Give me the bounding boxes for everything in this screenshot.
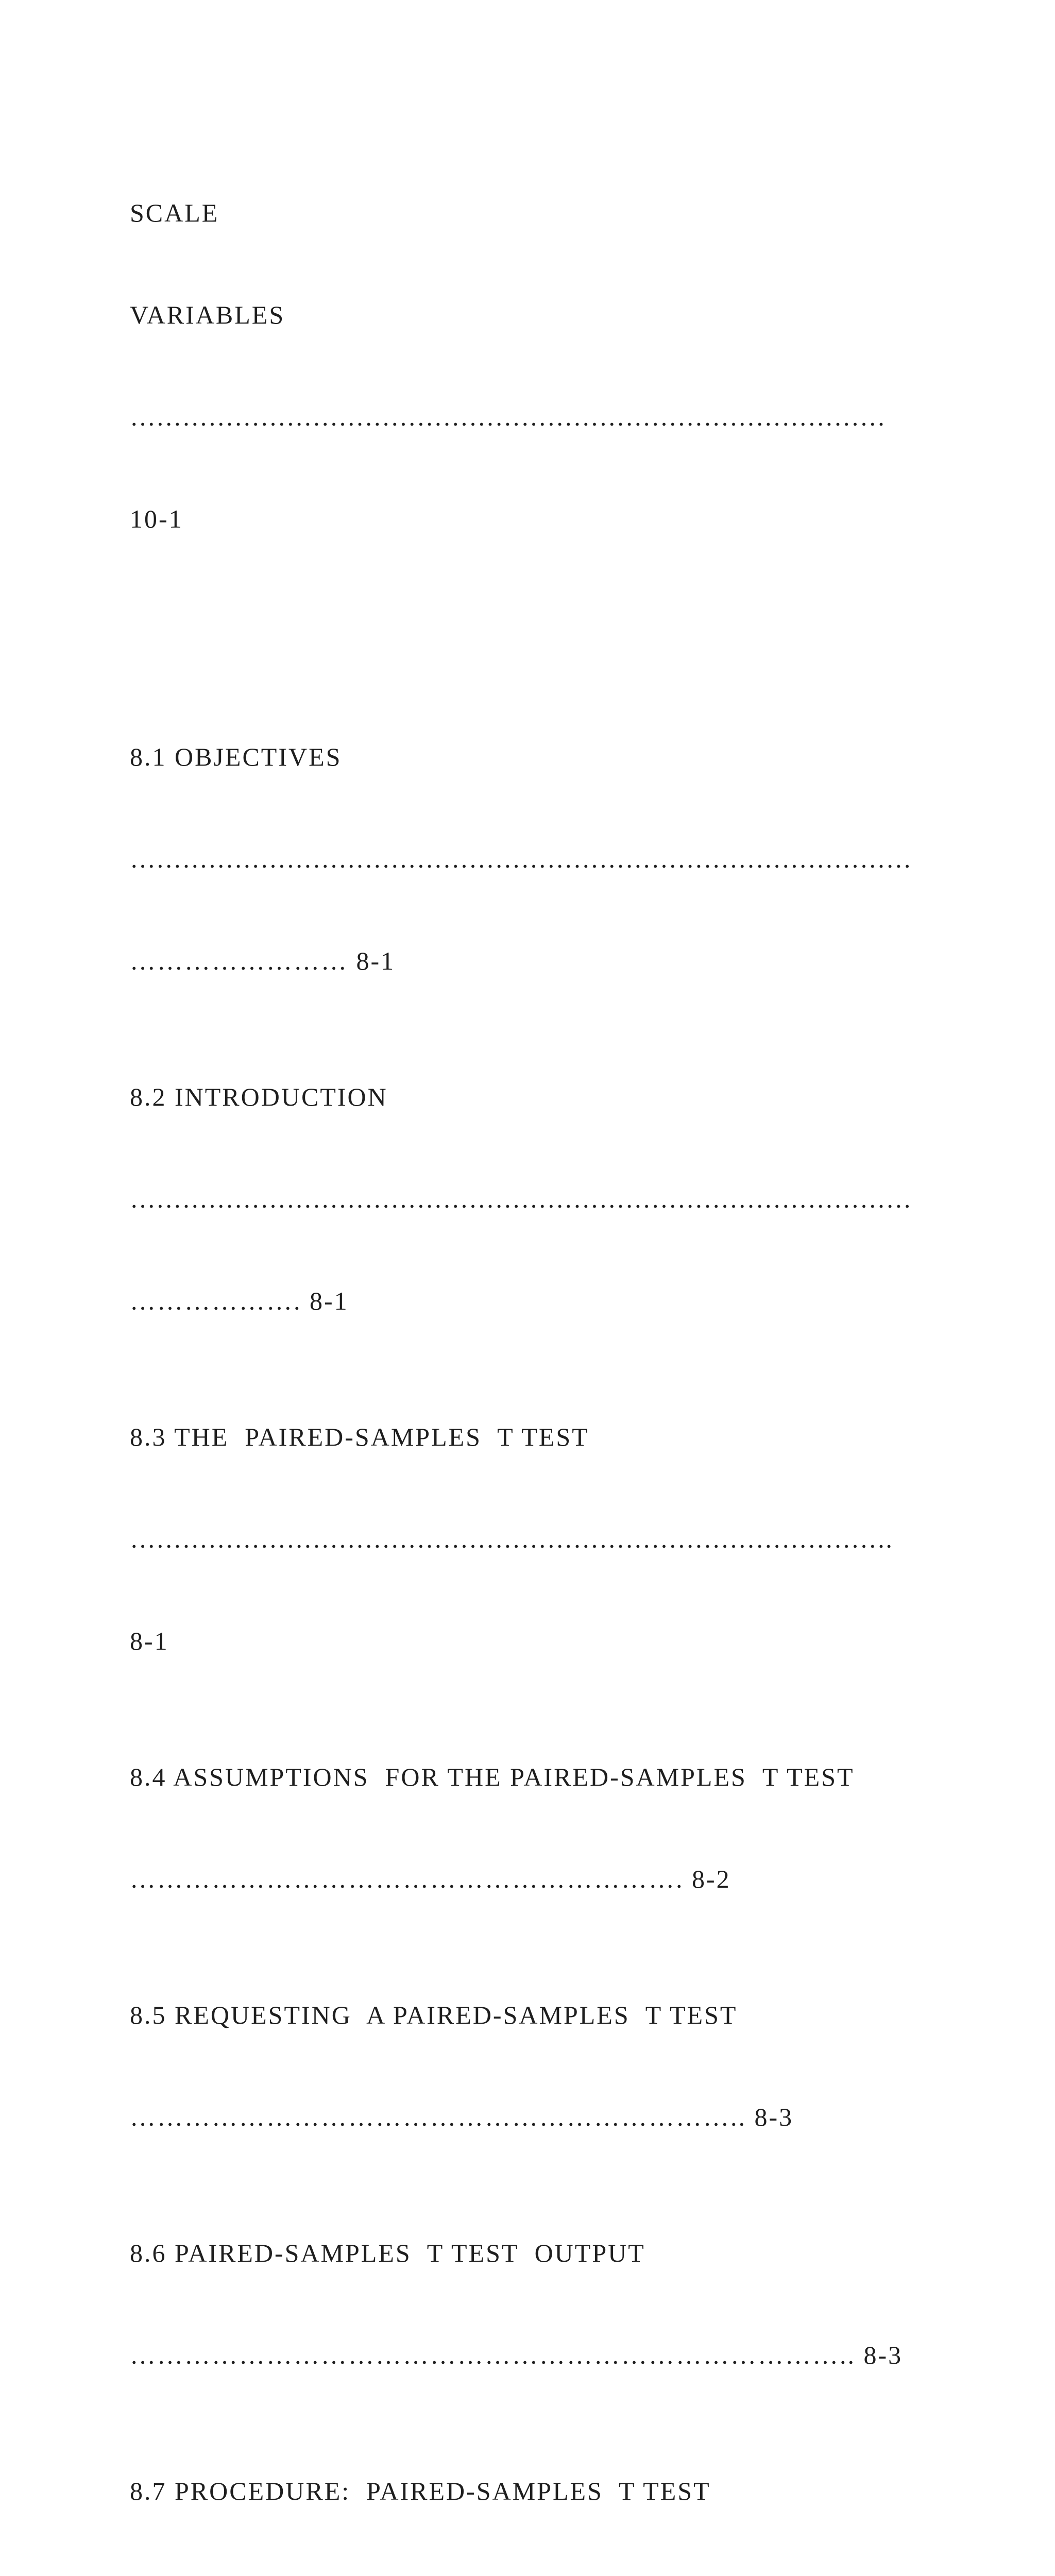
toc-entry-title: 8.7 PROCEDURE: PAIRED-SAMPLES T TEST	[130, 2477, 711, 2505]
toc-dot-leader: …………………………………………………………………………….	[130, 1524, 893, 1553]
toc-line: VARIABLES	[130, 300, 285, 329]
toc-page-number: ………………………………………………………….. 8-3	[130, 2103, 794, 2131]
toc-blank-line	[130, 604, 933, 638]
toc-entry-title: 8.3 THE PAIRED-SAMPLES T TEST	[130, 1422, 589, 1451]
toc-entry-title: 8.4 ASSUMPTIONS FOR THE PAIRED-SAMPLES T TEST	[130, 1762, 855, 1791]
toc-page-number: 10-1	[130, 504, 183, 533]
toc-entry-title: 8.6 PAIRED-SAMPLES T TEST OUTPUT	[130, 2239, 645, 2267]
toc-entry-title: 8.1 OBJECTIVES	[130, 742, 342, 771]
toc-dot-leader: ………………………………………………………………………………	[130, 1184, 912, 1213]
toc-line: SCALE	[130, 198, 219, 227]
toc-dot-leader: ……………………………………………………………………………	[130, 402, 886, 431]
toc-page-number: 8-1	[130, 1626, 169, 1655]
toc-page-number: …………………… 8-1	[130, 946, 396, 975]
toc-page-number: …………………………………………………………………….. 8-3	[130, 2341, 903, 2369]
toc-page-number: ……………………………………………………. 8-2	[130, 1865, 731, 1893]
toc-entry-title: 8.5 REQUESTING A PAIRED-SAMPLES T TEST	[130, 2001, 738, 2029]
toc-dot-leader: ………………………………………………………………………………	[130, 844, 912, 873]
toc-entry-title: 8.2 INTRODUCTION	[130, 1082, 388, 1111]
table-of-contents	[130, 128, 933, 2576]
toc-page-number: ………………. 8-1	[130, 1286, 349, 1315]
